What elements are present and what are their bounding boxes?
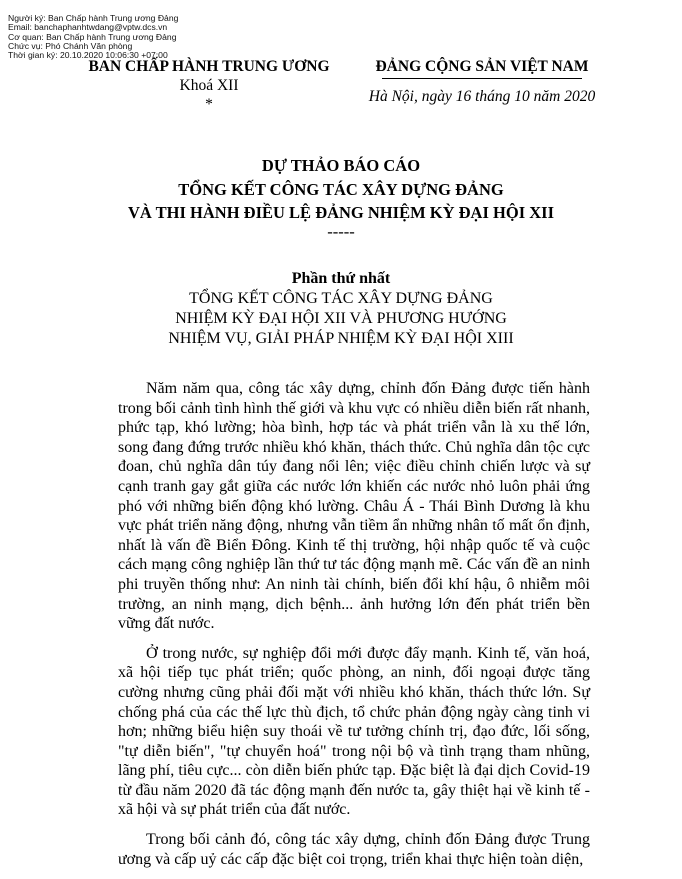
title-separator: ----- <box>327 221 355 241</box>
paragraph-2: Ở trong nước, sự nghiệp đổi mới được đẩy mạnh. Kinh tế, văn hoá, xã hội tiếp tục phát triển; quốc phòng, an ninh, đối ngoại được tăng cường nhưng cũng phải đối mặt với nhiều khó khăn, thách thức lớn. Sự chống phá của các thế lực thù địch, tổ chức phản động ngày càng tinh vi hơn; những biểu hiện suy thoái về tư tưởng chính trị, đạo đức, lối sống, "tự diễn biến", "tự chuyển hoá" trong nội bộ và tình trạng tham nhũng, lãng phí, tiêu cực... còn diễn biến phức tạp. Đặc biệt là đại dịch Covid-19 từ đầu năm 2020 đã tác động mạnh đến nước ta, gây thiệt hại về kinh tế - xã hội và sự phát triển của đất nước. <box>118 644 590 819</box>
title-line-2: TỔNG KẾT CÔNG TÁC XÂY DỰNG ĐẢNG <box>178 179 504 199</box>
signature-signer: Người ký: Ban Chấp hành Trung ương Đảng <box>8 13 179 23</box>
paragraph-1: Năm năm qua, công tác xây dựng, chỉnh đốn Đảng được tiến hành trong bối cảnh tình hình thế giới và khu vực có nhiều diễn biến rất nhanh, phức tạp, khó lường; hòa bình, hợp tác và phát triển vẫn là xu thế lớn, song đang đứng trước nhiều khó khăn, thách thức. Chủ nghĩa dân tộc cực đoan, chủ nghĩa dân túy đang nổi lên; việc điều chỉnh chiến lược và sự cạnh tranh gay gắt giữa các nước lớn khiến các nước nhỏ luôn phải ứng phó với những biến động khó lường. Châu Á - Thái Bình Dương là khu vực phát triển năng động, nhưng vẫn tiềm ẩn những nhân tố mất ổn định, nhất là vấn đề Biển Đông. Kinh tế thị trường, hội nhập quốc tế và cuộc cách mạng công nghiệp lần thứ tư tác động mạnh mẽ. Các vấn đề an ninh phi truyền thống như: An ninh tài chính, biến đổi khí hậu, ô nhiễm môi trường, an ninh mạng, dịch bệnh... ảnh hưởng lớn đến phát triển bền vững đất nước. <box>118 380 590 633</box>
star-mark: * <box>205 96 213 113</box>
part-line-2: NHIỆM KỲ ĐẠI HỘI XII VÀ PHƯƠNG HƯỚNG <box>175 310 507 327</box>
header-right <box>362 57 602 106</box>
digital-signature-stamp <box>8 14 208 60</box>
title-line-3: VÀ THI HÀNH ĐIỀU LỆ ĐẢNG NHIỆM KỲ ĐẠI HỘI XII <box>128 203 554 222</box>
part-line-1: TỔNG KẾT CÔNG TÁC XÂY DỰNG ĐẢNG <box>189 290 493 307</box>
part-heading <box>40 269 642 349</box>
document-title <box>40 154 642 239</box>
paragraph-3: Trong bối cảnh đó, công tác xây dựng, chỉnh đốn Đảng được Trung ương và cấp uỷ các cấp đặc biệt coi trọng, triển khai thực hiện toàn diện, <box>118 831 590 868</box>
title-line-1: DỰ THẢO BÁO CÁO <box>261 156 421 175</box>
issuing-organization: BAN CHẤP HÀNH TRUNG ƯƠNG <box>88 58 330 75</box>
document-body <box>118 379 590 879</box>
signature-email: Email: banchaphanhtwdang@vptw.dcs.vn <box>8 22 168 33</box>
signature-agency: Cơ quan: Ban Chấp hành Trung ương Đảng <box>8 31 177 42</box>
header-left <box>84 57 334 114</box>
part-label: Phần thứ nhất <box>291 270 391 287</box>
signature-time: Thời gian ký: 20.10.2020 10:06:30 +07:00 <box>8 50 168 61</box>
part-line-3: NHIỆM VỤ, GIẢI PHÁP NHIỆM KỲ ĐẠI HỘI XIII <box>168 330 514 347</box>
party-underline <box>382 78 582 79</box>
term: Khoá XII <box>179 77 239 94</box>
signature-position: Chức vụ: Phó Chánh Văn phòng <box>8 40 133 51</box>
party-name: ĐẢNG CỘNG SẢN VIỆT NAM <box>375 58 589 75</box>
document-date: Hà Nội, ngày 16 tháng 10 năm 2020 <box>368 88 596 105</box>
